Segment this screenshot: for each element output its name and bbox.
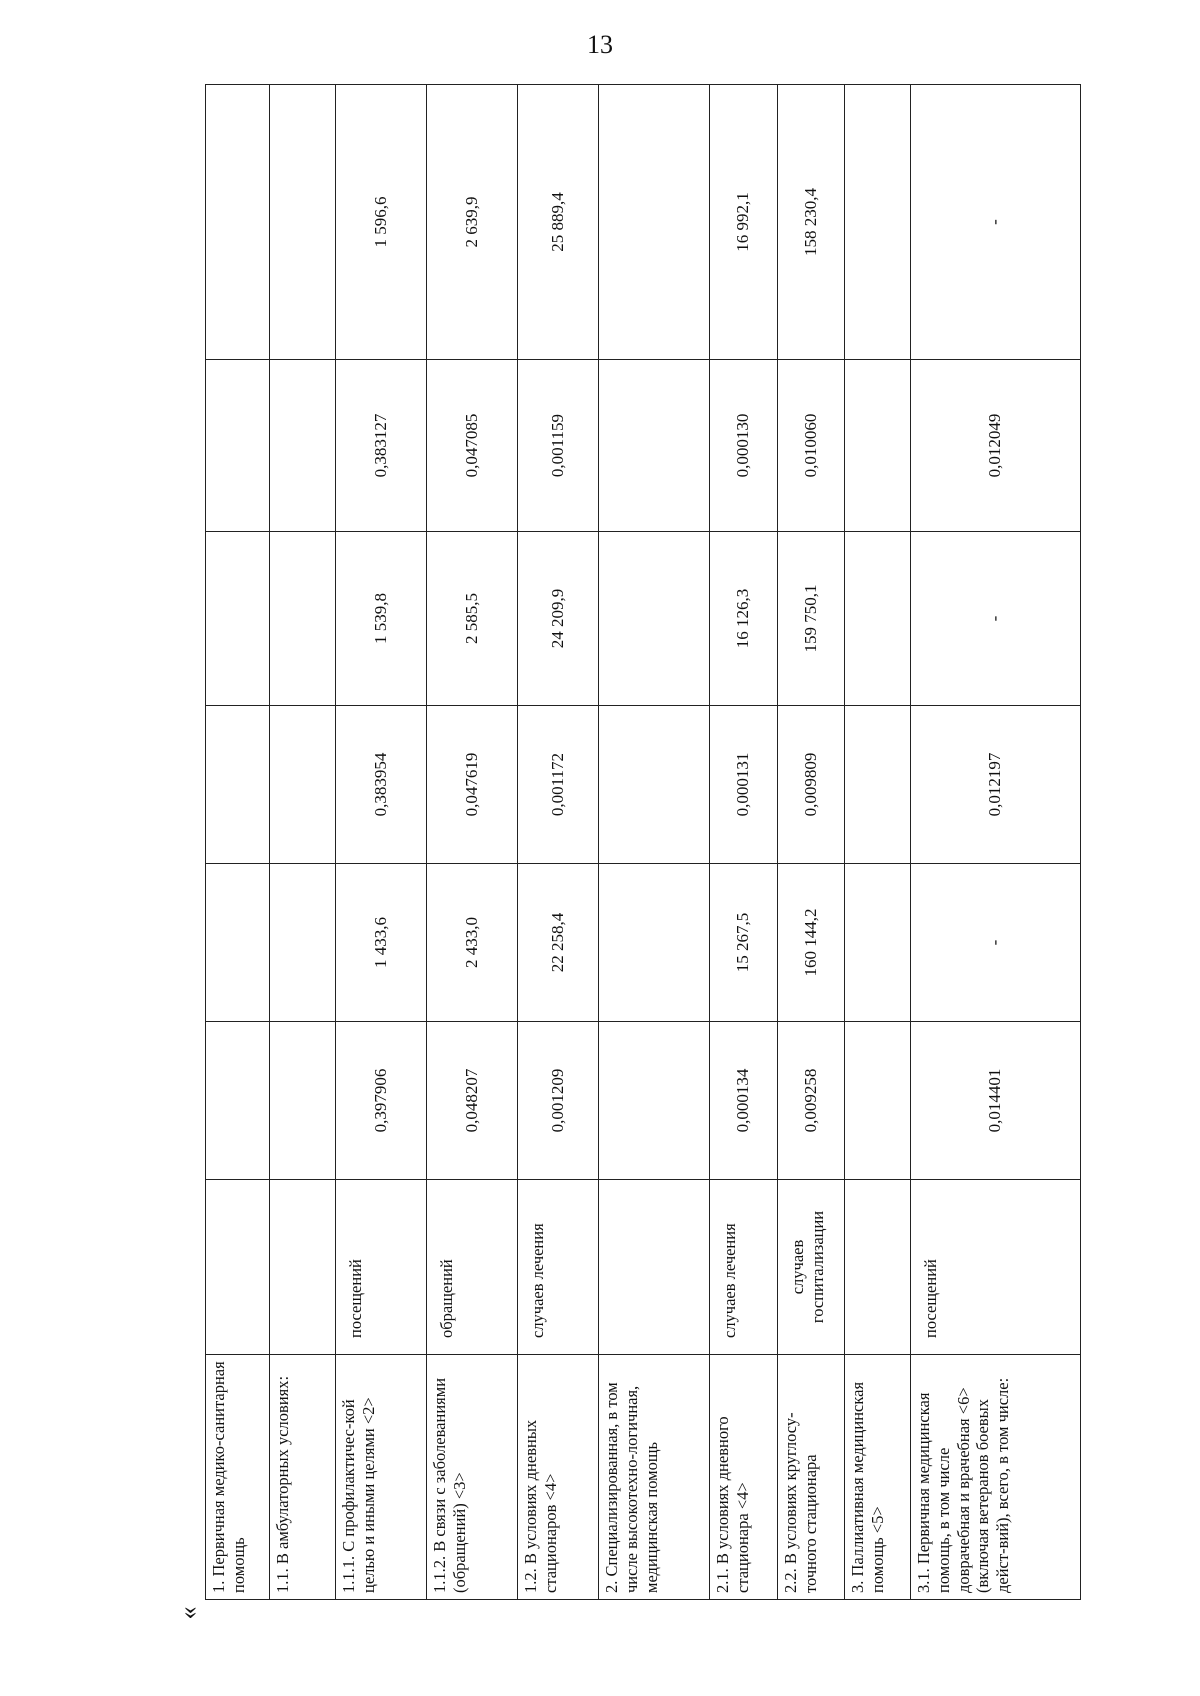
norm-volume-cell: 0,000134 [710,1022,778,1180]
care-type-cell: 1.2. В условиях дневных стационаров <4> [518,1355,599,1600]
table-row [845,85,911,1600]
norm-cost-cell: 1 539,8 [336,532,427,706]
care-type-cell: 3.1. Первичная медицинская помощь, в том числе доврачебная и врачебная <6> (включая ветеранов боевых дейст-вий), всего, в том числе: [911,1355,1081,1600]
norm-cost-cell: 16 126,3 [710,532,778,706]
care-type-cell: 3. Паллиативная медицинская помощь <5> [845,1355,911,1600]
norm-volume-cell: 0,383954 [336,706,427,864]
norm-cost-cell: 16 992,1 [710,85,778,360]
norm-cost-cell [845,85,911,360]
table-row [518,85,599,1600]
norm-cost-cell: 2 433,0 [427,864,518,1022]
care-type-cell: 1.1. В амбулаторных условиях: [270,1355,336,1600]
norm-cost-cell [599,85,710,360]
norm-volume-cell [845,1022,911,1180]
norm-cost-cell [270,85,336,360]
unit-cell: обращений [427,1180,518,1355]
norm-cost-cell [206,532,270,706]
norm-volume-cell [270,1022,336,1180]
table-row [270,85,336,1600]
table-row [710,85,778,1600]
norm-cost-cell: 15 267,5 [710,864,778,1022]
norm-cost-cell: 159 750,1 [778,532,845,706]
norm-volume-cell: 0,001209 [518,1022,599,1180]
norm-volume-cell: 0,048207 [427,1022,518,1180]
norm-cost-cell: 2 639,9 [427,85,518,360]
unit-cell [599,1180,710,1355]
norm-volume-cell [270,360,336,532]
norm-volume-cell: 0,012049 [911,360,1081,532]
page-number: 13 [587,30,613,59]
norm-cost-cell: - [911,532,1081,706]
norm-volume-cell: 0,001159 [518,360,599,532]
norm-cost-cell [845,864,911,1022]
norm-volume-cell: 0,009258 [778,1022,845,1180]
norm-volume-cell [845,360,911,532]
norm-volume-cell [599,360,710,532]
norm-cost-cell [599,532,710,706]
norm-cost-cell: 1 433,6 [336,864,427,1022]
norm-cost-cell: - [911,864,1081,1022]
unit-cell [206,1180,270,1355]
table-row [778,85,845,1600]
unit-cell: случаев госпитализации [778,1180,845,1355]
norm-cost-cell: 160 144,2 [778,864,845,1022]
norm-cost-cell: 24 209,9 [518,532,599,706]
norm-cost-cell: 25 889,4 [518,85,599,360]
unit-cell: посещений [911,1180,1081,1355]
table-row [336,85,427,1600]
norm-cost-cell: 22 258,4 [518,864,599,1022]
norm-volume-cell: 0,009809 [778,706,845,864]
norm-volume-cell [270,706,336,864]
care-type-cell: 1.1.1. С профилактичес-кой целью и иными целями <2> [336,1355,427,1600]
norm-volume-cell: 0,001172 [518,706,599,864]
norm-cost-cell [599,864,710,1022]
norm-volume-cell: 0,010060 [778,360,845,532]
norm-volume-cell: 0,383127 [336,360,427,532]
table-row [206,85,270,1600]
norm-cost-cell [206,85,270,360]
table-row [427,85,518,1600]
norm-volume-cell [206,1022,270,1180]
norm-cost-cell: 158 230,4 [778,85,845,360]
unit-cell [845,1180,911,1355]
norm-cost-cell [845,532,911,706]
norm-volume-cell [206,706,270,864]
norm-cost-cell [270,532,336,706]
unit-cell: случаев лечения [710,1180,778,1355]
norm-volume-cell [845,706,911,864]
unit-cell: случаев лечения [518,1180,599,1355]
norm-cost-cell: 2 585,5 [427,532,518,706]
care-type-cell: 1.1.2. В связи с заболеваниями (обращений) <3> [427,1355,518,1600]
norm-cost-cell: 1 596,6 [336,85,427,360]
norm-volume-cell: 0,047619 [427,706,518,864]
norm-volume-cell: 0,000131 [710,706,778,864]
medical-care-norms-table [205,84,1081,1600]
care-type-cell: 2.2. В условиях круглосу-точного стационара [778,1355,845,1600]
table-row [911,85,1081,1600]
norm-volume-cell [599,706,710,864]
unit-cell [270,1180,336,1355]
norm-volume-cell: 0,012197 [911,706,1081,864]
norm-volume-cell: 0,014401 [911,1022,1081,1180]
norm-volume-cell: 0,397906 [336,1022,427,1180]
care-type-cell: 2.1. В условиях дневного стационара <4> [710,1355,778,1600]
norm-volume-cell: 0,047085 [427,360,518,532]
care-type-cell: 2. Специализированная, в том числе высокотехно-логичная, медицинская помощь [599,1355,710,1600]
unit-cell: посещений [336,1180,427,1355]
norm-volume-cell: 0,000130 [710,360,778,532]
norm-volume-cell [206,360,270,532]
norm-volume-cell [599,1022,710,1180]
norm-cost-cell: - [911,85,1081,360]
norm-cost-cell [206,864,270,1022]
rotated-table-container [205,85,1080,1600]
care-type-cell: 1. Первичная медико-санитарная помощь [206,1355,270,1600]
open-quote-mark: « [173,1606,203,1620]
norm-cost-cell [270,864,336,1022]
table-row [599,85,710,1600]
